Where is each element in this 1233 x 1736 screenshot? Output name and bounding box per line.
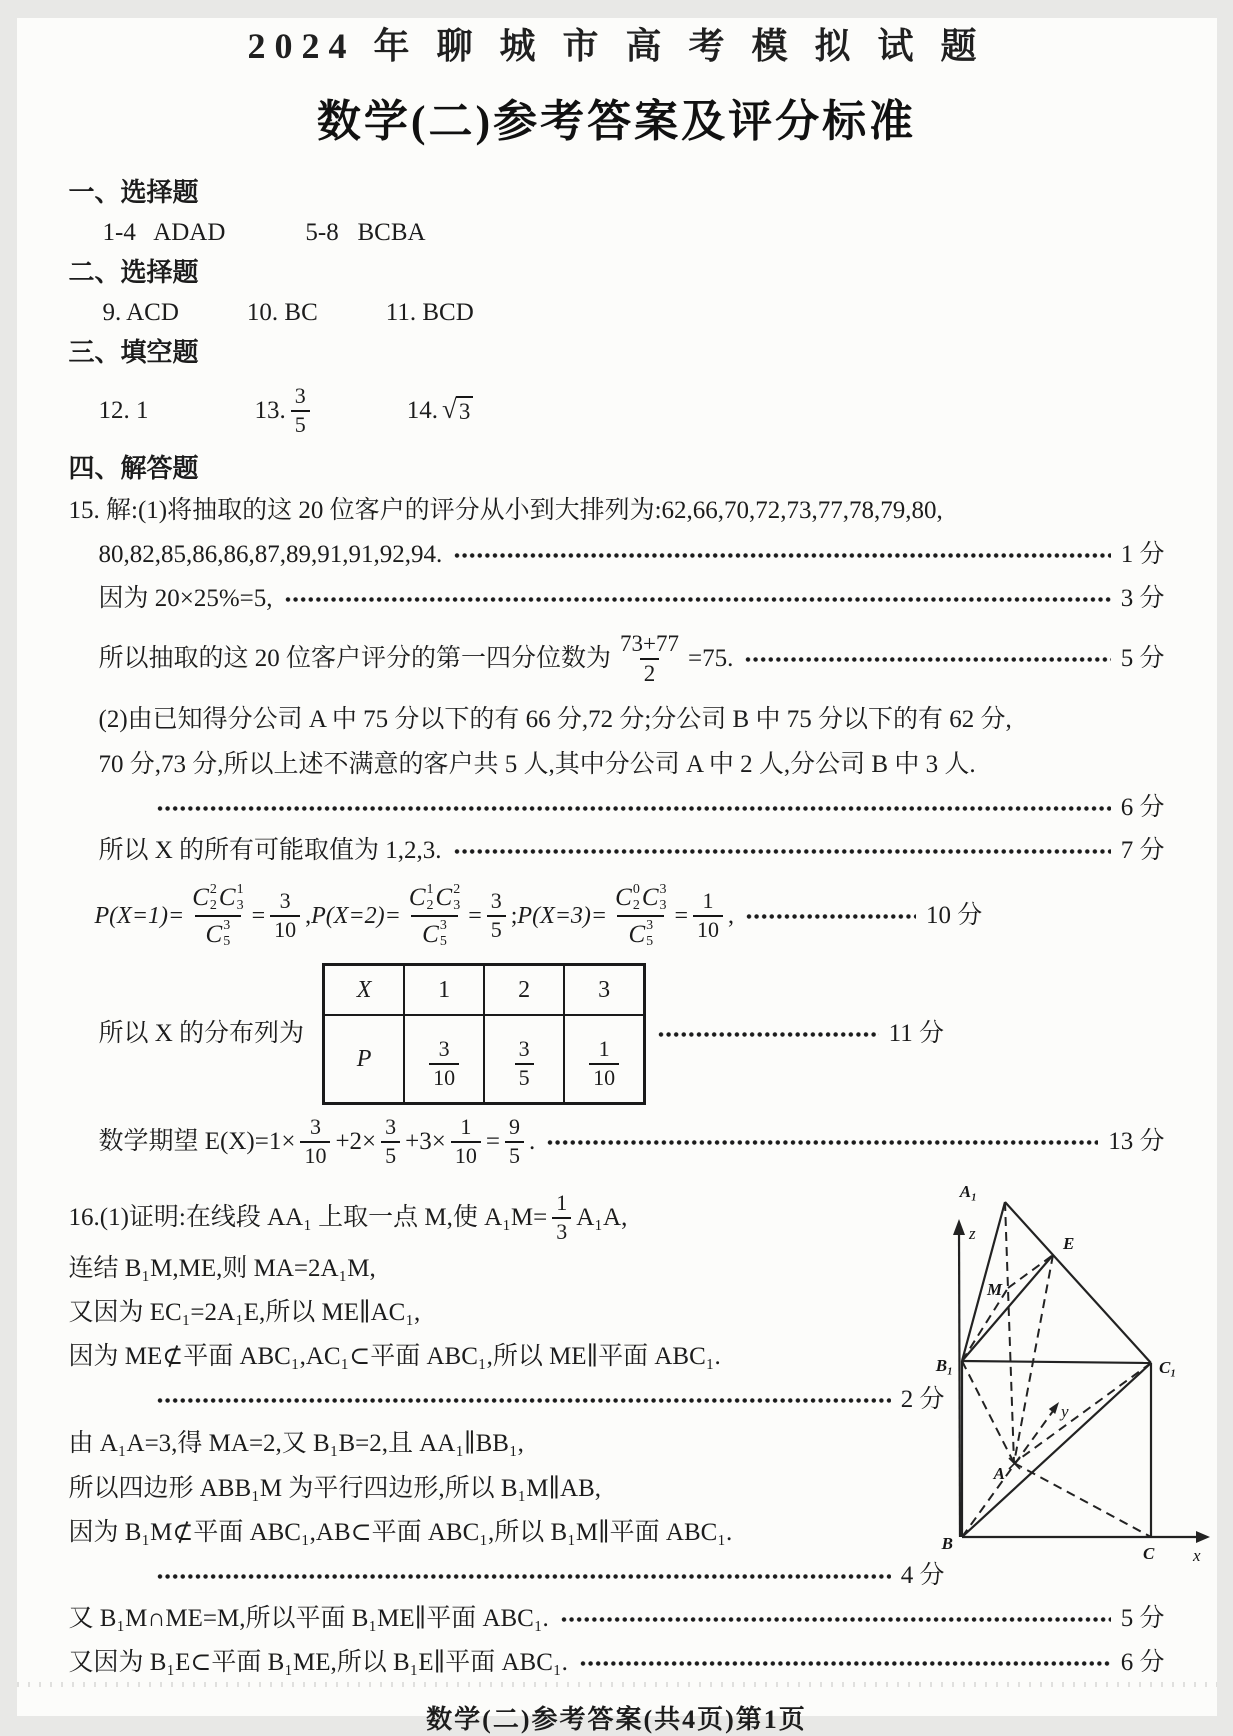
answer-12: 12. 1 [99, 389, 149, 433]
solution-line [69, 1467, 869, 1511]
solution-text: 由 A₁A=3,得 MA=2,又 B₁B=2,且 AA₁∥BB₁, [69, 1421, 524, 1467]
distribution-row [69, 963, 1165, 1105]
dotted-leader [157, 1396, 891, 1405]
combination-symbol: C 1 3 [219, 882, 244, 914]
section-4-heading: 四、解答题 [69, 449, 1165, 489]
fraction-numerator: 73+77 [616, 630, 683, 658]
combination-symbol: C 0 2 [615, 882, 640, 914]
dotted-leader [658, 1030, 879, 1039]
solution-line [69, 1641, 1165, 1685]
solution-text: 70 分,73 分,所以上述不满意的客户共 5 人,其中分公司 A 中 2 人,分公司 B 中 3 人. [99, 743, 976, 787]
period: . [529, 1120, 535, 1164]
equals: = [252, 894, 266, 938]
solution-line [69, 1379, 945, 1421]
fraction: $\frac{1}{10}$ [693, 888, 723, 944]
page-footer: 数学(二)参考答案(共4页)第1页 [69, 1699, 1165, 1736]
dotted-leader [547, 1138, 1098, 1147]
combination-symbol: C 3 5 [628, 918, 653, 950]
expectation-text: +3× [405, 1120, 446, 1164]
dotted-leader [745, 655, 1110, 664]
fraction: $\frac{1}{10}$ [451, 1114, 481, 1170]
distribution-table [322, 963, 646, 1105]
combination-fraction [188, 881, 247, 951]
fraction-numerator: 3 [291, 383, 310, 410]
answer-14-label: 14. [407, 389, 438, 433]
radicand: 3 [456, 396, 474, 427]
label-y-axis: y [1059, 1402, 1069, 1421]
solution-line [69, 1189, 869, 1247]
combination-symbol: C 3 3 [642, 882, 667, 914]
score-marker: 5 分 [1121, 637, 1165, 681]
answer-item: 11. BCD [386, 293, 474, 333]
geometry-figure [919, 1167, 1233, 1577]
fraction: $\frac{3}{10}$ [270, 888, 300, 944]
problem-16-solution [69, 1189, 1165, 1685]
exam-title: 2024 年 聊 城 市 高 考 模 拟 试 题 [17, 18, 1217, 69]
section-2-answers [69, 293, 1165, 333]
dotted-leader [157, 804, 1111, 813]
section-3-heading: 三、填空题 [69, 333, 1165, 373]
scan-artifact [17, 1682, 1217, 1687]
answer-letters: BCBA [358, 219, 426, 246]
solution-line [69, 697, 1165, 743]
solution-text: =75. [688, 637, 733, 681]
fraction [616, 630, 683, 688]
expectation-text: +2× [335, 1120, 376, 1164]
combination-symbol: C 2 2 [192, 882, 217, 914]
solution-text: 所以抽取的这 20 位客户评分的第一四分位数为 [99, 637, 612, 681]
solution-text: 因为 20×25%=5, [99, 577, 273, 621]
answer-sheet-page [17, 18, 1217, 1716]
table-cell [564, 1015, 645, 1104]
solution-text: 16.(1)证明:在线段 AA₁ 上取一点 M,使 A₁M= [69, 1196, 548, 1240]
table-header-p: P [324, 1015, 405, 1104]
solution-line [69, 621, 1165, 697]
answer-item: 10. BC [247, 293, 318, 333]
solution-text: (2)由已知得分公司 A 中 75 分以下的有 66 分,72 分;分公司 B 中 75 分以下的有 62 分, [99, 697, 1012, 743]
solution-text: 又因为 B₁E⊂平面 B₁ME,所以 B₁E∥平面 ABC₁. [69, 1641, 568, 1685]
question-range: 1-4 [103, 219, 136, 246]
solution-line [69, 1421, 869, 1467]
answer-group [103, 213, 226, 253]
answer-13-label: 13. [255, 389, 286, 433]
solution-line [69, 787, 1165, 829]
fraction-denominator: 2 [640, 658, 660, 688]
probability-formula [517, 881, 734, 951]
answer-letters: ADAD [153, 219, 225, 246]
section-3-answers [69, 373, 1165, 449]
question-range: 5-8 [305, 219, 338, 246]
score-marker: 6 分 [1121, 1641, 1165, 1685]
problem-15-solution [69, 489, 1165, 1179]
section-1-answers [69, 213, 1165, 253]
solution-line [69, 1247, 869, 1291]
separator: ; [511, 894, 518, 938]
prism-diagram [919, 1167, 1233, 1577]
score-marker: 3 分 [1121, 577, 1165, 621]
score-marker: 11 分 [889, 1012, 944, 1056]
fraction: $\frac{3}{10}$ [300, 1114, 330, 1170]
dotted-leader [454, 847, 1111, 856]
fraction: $\frac{1}{3}$ [552, 1190, 571, 1246]
combination-numerator [405, 881, 464, 915]
answer-item: 9. ACD [103, 293, 179, 333]
answer-14 [407, 389, 474, 433]
label-A: A [992, 1464, 1004, 1483]
label-C1: C₁ [1159, 1358, 1176, 1377]
combination-symbol: C 3 5 [206, 918, 231, 950]
table-row-p [324, 1015, 645, 1104]
score-marker: 6 分 [1121, 787, 1165, 829]
answer-13 [255, 383, 315, 439]
combination-symbol: C 3 5 [422, 918, 447, 950]
table-row-x [324, 965, 645, 1016]
solution-line [69, 1555, 945, 1597]
fraction: $\frac{3}{10}$ [429, 1036, 459, 1092]
solution-text: 又 B₁M∩ME=M,所以平面 B₁ME∥平面 ABC₁. [69, 1597, 549, 1641]
equals: = [675, 894, 689, 938]
label-M: M [986, 1280, 1003, 1299]
dotted-leader [580, 1659, 1111, 1668]
table-cell: 3 [564, 965, 645, 1016]
formula-lhs: P(X=2)= [311, 894, 401, 938]
combination-denominator [411, 915, 458, 951]
solution-text: 连结 B₁M,ME,则 MA=2A₁M, [69, 1247, 376, 1291]
solution-line [69, 533, 1165, 577]
solution-text: 因为 B₁M⊄平面 ABC₁,AB⊂平面 ABC₁,所以 B₁M∥平面 ABC₁. [69, 1511, 733, 1555]
section-2-heading: 二、选择题 [69, 253, 1165, 293]
fraction: $\frac{3}{5}$ [381, 1114, 400, 1170]
solution-text: 80,82,85,86,86,87,89,91,91,92,94. [99, 533, 443, 577]
solution-line [69, 1597, 1165, 1641]
label-A1: A₁ [958, 1182, 976, 1201]
equals: = [468, 894, 482, 938]
fraction: $\frac{9}{5}$ [505, 1114, 524, 1170]
score-marker: 4 分 [901, 1555, 945, 1597]
solution-line [69, 1335, 869, 1379]
document-body [17, 173, 1217, 1736]
separator: , [728, 894, 734, 938]
expectation-text: 数学期望 E(X)=1× [99, 1120, 296, 1164]
dotted-leader [285, 595, 1111, 604]
vertex-labels [934, 1182, 1200, 1565]
table-cell: 2 [484, 965, 564, 1016]
probability-formula [311, 881, 517, 951]
table-cell [484, 1015, 564, 1104]
solution-text: 所以四边形 ABB₁M 为平行四边形,所以 B₁M∥AB, [69, 1467, 602, 1511]
solution-text: 又因为 EC₁=2A₁E,所以 ME∥AC₁, [69, 1291, 421, 1335]
combination-fraction [611, 881, 670, 951]
combination-symbol: C 2 3 [436, 882, 461, 914]
solution-line [69, 743, 1165, 787]
fraction-denominator: 5 [291, 410, 310, 439]
combination-symbol: C 1 2 [409, 882, 434, 914]
fraction: $\frac{3}{5}$ [487, 888, 506, 944]
score-marker: 13 分 [1108, 1120, 1164, 1164]
label-C: C [1143, 1544, 1155, 1563]
formula-lhs: P(X=3)= [517, 894, 607, 938]
probability-formulas [69, 873, 1165, 959]
section-1-heading: 一、选择题 [69, 173, 1165, 213]
table-header-x: X [324, 965, 405, 1016]
fraction: $\frac{1}{10}$ [589, 1036, 619, 1092]
dotted-leader [561, 1615, 1111, 1624]
label-B: B [940, 1534, 952, 1553]
solution-line [69, 489, 1165, 533]
label-z-axis: z [968, 1224, 976, 1243]
label-E: E [1062, 1234, 1074, 1253]
table-cell [404, 1015, 484, 1104]
score-marker: 10 分 [926, 894, 982, 938]
formula-lhs: P(X=1)= [95, 894, 185, 938]
dotted-leader [157, 1572, 891, 1581]
separator: , [305, 894, 311, 938]
square-root [442, 396, 473, 427]
dotted-leader [746, 912, 916, 921]
solution-text: 15. 解:(1)将抽取的这 20 位客户的评分从小到大排列为:62,66,70,72,73,77,78,79,80, [69, 489, 943, 533]
answer-key-subtitle: 数学(二)参考答案及评分标准 [17, 85, 1217, 149]
label-B1: B₁ [934, 1356, 952, 1375]
solution-text: 所以 X 的所有可能取值为 1,2,3. [99, 829, 442, 873]
solution-line [69, 1511, 869, 1555]
radical-sign: √ [442, 396, 457, 423]
equals: = [486, 1120, 500, 1164]
combination-numerator [611, 881, 670, 915]
score-marker: 1 分 [1121, 533, 1165, 577]
score-marker: 5 分 [1121, 1597, 1165, 1641]
answer-group [305, 213, 425, 253]
solution-line [69, 829, 1165, 873]
solution-text: 因为 ME⊄平面 ABC₁,AC₁⊂平面 ABC₁,所以 ME∥平面 ABC₁. [69, 1335, 721, 1379]
table-cell: 1 [404, 965, 484, 1016]
score-marker: 2 分 [901, 1379, 945, 1421]
score-marker: 7 分 [1121, 829, 1165, 873]
combination-denominator [617, 915, 664, 951]
dotted-leader [454, 551, 1110, 560]
combination-denominator [195, 915, 242, 951]
combination-numerator [188, 881, 247, 915]
solution-line [69, 1291, 869, 1335]
solution-text: A₁A, [576, 1196, 627, 1240]
solution-line [69, 577, 1165, 621]
combination-fraction [405, 881, 464, 951]
distribution-label: 所以 X 的分布列为 [69, 1012, 305, 1056]
fraction: $\frac{3}{5}$ [515, 1036, 534, 1092]
label-x-axis: x [1192, 1546, 1201, 1565]
fraction [291, 383, 310, 439]
probability-formula [95, 881, 312, 951]
